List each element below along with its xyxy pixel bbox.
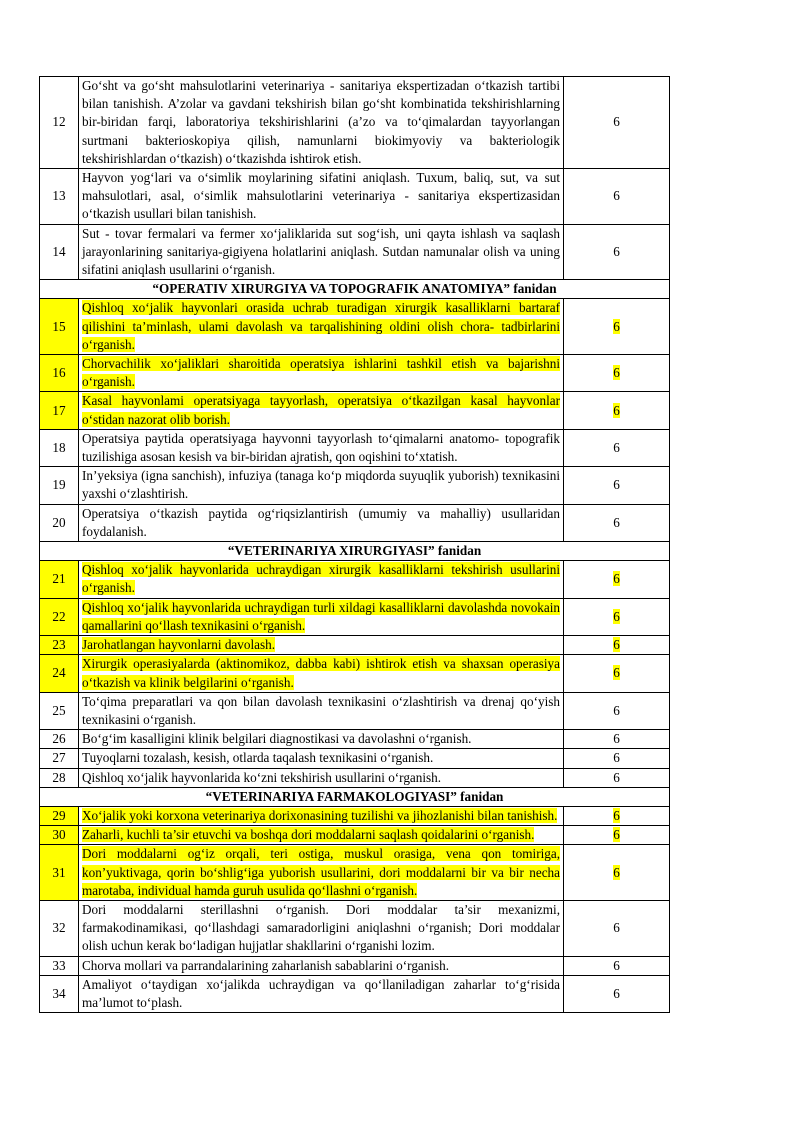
row-description-cell	[79, 169, 564, 225]
row-hours-value: 6	[613, 702, 620, 718]
row-description: Qishloq xo‘jalik hayvonlarida ko‘zni tekshirish usullarini o‘rganish.	[82, 769, 442, 785]
row-hours-value: 6	[613, 188, 620, 204]
row-description: Amaliyot o‘taydigan xo‘jalikda uchraydigan va qo‘llaniladigan zaharlar to‘g‘risida ma’lumot to‘plash.	[82, 976, 560, 1010]
row-number: 19	[40, 467, 79, 504]
row-hours	[564, 730, 670, 749]
row-number: 28	[40, 768, 79, 787]
table-row	[40, 956, 670, 975]
row-hours-value: 6	[613, 807, 620, 823]
row-hours-value: 6	[613, 608, 620, 624]
table-row	[40, 845, 670, 901]
row-hours	[564, 655, 670, 692]
row-hours-value: 6	[613, 477, 620, 493]
row-description-cell	[79, 77, 564, 169]
row-number: 24	[40, 655, 79, 692]
row-hours-value: 6	[613, 920, 620, 936]
row-hours-value: 6	[613, 985, 620, 1001]
row-hours-value: 6	[613, 439, 620, 455]
row-number: 27	[40, 749, 79, 768]
row-description-cell	[79, 561, 564, 598]
row-description: Kasal hayvonlami operatsiyaga tayyorlash, operatsiya o‘tkazilgan kasal hayvonlar o‘stidan nazorat olib borish.	[82, 393, 560, 427]
table-row	[40, 900, 670, 956]
table-body	[40, 77, 670, 1013]
row-hours-value: 6	[613, 571, 620, 587]
row-hours	[564, 467, 670, 504]
row-number: 32	[40, 900, 79, 956]
row-hours	[564, 392, 670, 429]
row-hours-value: 6	[613, 750, 620, 766]
row-hours	[564, 561, 670, 598]
row-hours	[564, 77, 670, 169]
row-number: 14	[40, 224, 79, 280]
row-description-cell	[79, 299, 564, 355]
row-description-cell	[79, 355, 564, 392]
row-description-cell	[79, 467, 564, 504]
table-row	[40, 806, 670, 825]
row-hours	[564, 806, 670, 825]
row-description: Zaharli, kuchli ta’sir etuvchi va boshqa dori moddalarni saqlash qoidalarini o‘rganish.	[82, 827, 535, 843]
row-description: In’yeksiya (igna sanchish), infuziya (tanaga ko‘p miqdorda suyuqlik yuborish) texnikasini yaxshi o‘zlashtirish.	[82, 468, 560, 502]
row-number: 26	[40, 730, 79, 749]
row-description: Go‘sht va go‘sht mahsulotlarini veterinariya - sanitariya ekspertizadan o‘tkazish tartibi bilan tanishish. A’zolar va gavdani tekshirish bilan go‘sht kombinatida tekshirishlarning bir-biridan farqi, laboratoriya tekshirishlarini (a’zo va to‘qimalardan tayyorlangan surtmani bakterioskopiya qilish, namunlarni biokimyoviy va bakteriologik tekshirishlardan o‘tkazish) o‘tkazishda ishtirok etish.	[82, 78, 560, 166]
row-description: Hayvon yog‘lari va o‘simlik moylarining sifatini aniqlash. Tuxum, baliq, sut, va sut mahsulotlari, asal, o‘simlik mahsulotlarini veterinariya - sanitariya ekspertizasidan o‘tkazish usullari bilan tanishish.	[82, 170, 560, 222]
section-title: “VETERINARIYA FARMAKOLOGIYASI” fanidan	[40, 787, 670, 806]
row-number: 16	[40, 355, 79, 392]
row-description-cell	[79, 636, 564, 655]
row-description: Jarohatlangan hayvonlarni davolash.	[82, 637, 275, 653]
row-description-cell	[79, 224, 564, 280]
table-row	[40, 598, 670, 635]
row-hours-value: 6	[613, 243, 620, 259]
row-hours	[564, 749, 670, 768]
section-title: “OPERATIV XIRURGIYA VA TOPOGRAFIK ANATOMIYA” fanidan	[40, 280, 670, 299]
row-hours-value: 6	[613, 637, 620, 653]
row-description-cell	[79, 768, 564, 787]
section-header-row	[40, 787, 670, 806]
row-number: 22	[40, 598, 79, 635]
table-row	[40, 77, 670, 169]
row-hours	[564, 429, 670, 466]
row-hours	[564, 692, 670, 729]
row-hours	[564, 636, 670, 655]
row-description-cell	[79, 749, 564, 768]
row-hours	[564, 900, 670, 956]
row-hours-value: 6	[613, 731, 620, 747]
table-row	[40, 655, 670, 692]
row-hours	[564, 768, 670, 787]
row-hours-value: 6	[613, 769, 620, 785]
row-description-cell	[79, 956, 564, 975]
row-description: To‘qima preparatlari va qon bilan davolash texnikasini o‘zlashtirish va drenaj qo‘yish texnikasini o‘rganish.	[82, 693, 560, 727]
row-hours-value: 6	[613, 514, 620, 530]
row-description-cell	[79, 504, 564, 541]
row-number: 30	[40, 826, 79, 845]
row-number: 31	[40, 845, 79, 901]
row-hours-value: 6	[613, 864, 620, 880]
row-description: Xo‘jalik yoki korxona veterinariya dorixonasining tuzilishi va jihozlanishi bilan tanishish.	[82, 807, 558, 823]
row-description: Operatsiya o‘tkazish paytida og‘riqsizlantirish (umumiy va mahalliy) usullaridan foydalanish.	[82, 505, 560, 539]
row-hours-value: 6	[613, 365, 620, 381]
row-number: 34	[40, 975, 79, 1012]
row-description: Dori moddalarni sterillashni o‘rganish. Dori moddalar ta’sir mexanizmi, farmakodinamikasi, qo‘llashdagi samaradorligini aniqlashni o‘rganish; Dori moddalar olish uchun kerak bo‘ladigan hujjatlar shakllarini o‘rganishi lozim.	[82, 901, 560, 954]
row-description-cell	[79, 429, 564, 466]
row-number: 29	[40, 806, 79, 825]
row-description: Tuyoqlarni tozalash, kesish, otlarda taqalash texnikasini o‘rganish.	[82, 750, 434, 766]
row-description-cell	[79, 845, 564, 901]
row-hours	[564, 224, 670, 280]
row-description: Dori moddalarni og‘iz orqali, teri ostiga, muskul orasiga, vena qon tomiriga, kon’yuktivaga, qorin bo‘shlig‘iga yuborish usullarini, dori moddalarni bir va bir necha marotaba, individual hamda guruh usulida qo‘llashni o‘rganish.	[82, 846, 560, 898]
row-hours-value: 6	[613, 114, 620, 130]
row-number: 17	[40, 392, 79, 429]
row-description: Qishloq xo‘jalik hayvonlari orasida uchrab turadigan xirurgik kasalliklarni bartaraf qilishini ta’minlash, ulami davolash va tarqalishining oldini olish chora- tadbirlarini o‘rganish.	[82, 300, 560, 352]
table-row	[40, 730, 670, 749]
row-number: 15	[40, 299, 79, 355]
row-number: 18	[40, 429, 79, 466]
row-number: 25	[40, 692, 79, 729]
table-row	[40, 504, 670, 541]
row-hours	[564, 956, 670, 975]
table-row	[40, 355, 670, 392]
row-hours	[564, 826, 670, 845]
row-description: Operatsiya paytida operatsiyaga hayvonni tayyorlash to‘qimalarni anatomo- topografik tuzilishiga asosan kesish va bir-biridan ajratish, qon oqishini to‘xtatish.	[82, 430, 560, 465]
row-description-cell	[79, 692, 564, 729]
table-row	[40, 826, 670, 845]
row-hours-value: 6	[613, 665, 620, 681]
row-description-cell	[79, 826, 564, 845]
row-description-cell	[79, 900, 564, 956]
table-row	[40, 561, 670, 598]
table-row	[40, 169, 670, 225]
row-hours-value: 6	[613, 957, 620, 973]
row-description: Chorva mollari va parrandalarining zaharlanish sabablarini o‘rganish.	[82, 957, 450, 973]
table-row	[40, 975, 670, 1012]
section-header-row	[40, 542, 670, 561]
row-number: 23	[40, 636, 79, 655]
row-description: Bo‘g‘im kasalligini klinik belgilari diagnostikasi va davolashni o‘rganish.	[82, 731, 472, 747]
row-description: Qishloq xo‘jalik hayvonlarida uchraydigan turli xildagi kasalliklarni davolashda novokain qamallarini qo‘llash texnikasini o‘rganish.	[82, 599, 560, 633]
row-hours	[564, 169, 670, 225]
row-hours	[564, 845, 670, 901]
table-row	[40, 299, 670, 355]
row-number: 13	[40, 169, 79, 225]
table-row	[40, 749, 670, 768]
section-header-row	[40, 280, 670, 299]
table-row	[40, 636, 670, 655]
row-hours	[564, 975, 670, 1012]
row-description: Chorvachilik xo‘jaliklari sharoitida operatsiya ishlarini tashkil etish va bajarishni o‘rganish.	[82, 356, 560, 390]
section-title: “VETERINARIYA XIRURGIYASI” fanidan	[40, 542, 670, 561]
row-hours	[564, 299, 670, 355]
row-description: Qishloq xo‘jalik hayvonlarida uchraydigan xirurgik kasalliklarni tekshirish usullarini o‘rganish.	[82, 562, 560, 596]
table-row	[40, 467, 670, 504]
row-description-cell	[79, 598, 564, 635]
row-description-cell	[79, 730, 564, 749]
row-hours	[564, 504, 670, 541]
row-number: 20	[40, 504, 79, 541]
row-hours	[564, 598, 670, 635]
table-row	[40, 768, 670, 787]
row-number: 12	[40, 77, 79, 169]
row-description-cell	[79, 392, 564, 429]
table-row	[40, 692, 670, 729]
practice-topics-table	[39, 76, 670, 1013]
row-description-cell	[79, 975, 564, 1012]
row-number: 21	[40, 561, 79, 598]
row-description: Xirurgik operasiyalarda (aktinomikoz, dabba kabi) ishtirok etish va shaxsan operasiya o‘tkazish va klinik belgilarini o‘rganish.	[82, 656, 560, 690]
row-description-cell	[79, 806, 564, 825]
row-description-cell	[79, 655, 564, 692]
row-description: Sut - tovar fermalari va fermer xo‘jaliklarida sut sog‘ish, uni qayta ishlash va saqlash jarayonlarining sanitariya-gigiyena holatlarini aniqlash. Sutdan namunalar olish va uning sifatini aniqlash usullarini o‘rganish.	[82, 225, 560, 278]
table-row	[40, 392, 670, 429]
row-hours	[564, 355, 670, 392]
row-hours-value: 6	[613, 827, 620, 843]
row-hours-value: 6	[613, 402, 620, 418]
row-number: 33	[40, 956, 79, 975]
table-row	[40, 224, 670, 280]
row-hours-value: 6	[613, 318, 620, 334]
table-row	[40, 429, 670, 466]
